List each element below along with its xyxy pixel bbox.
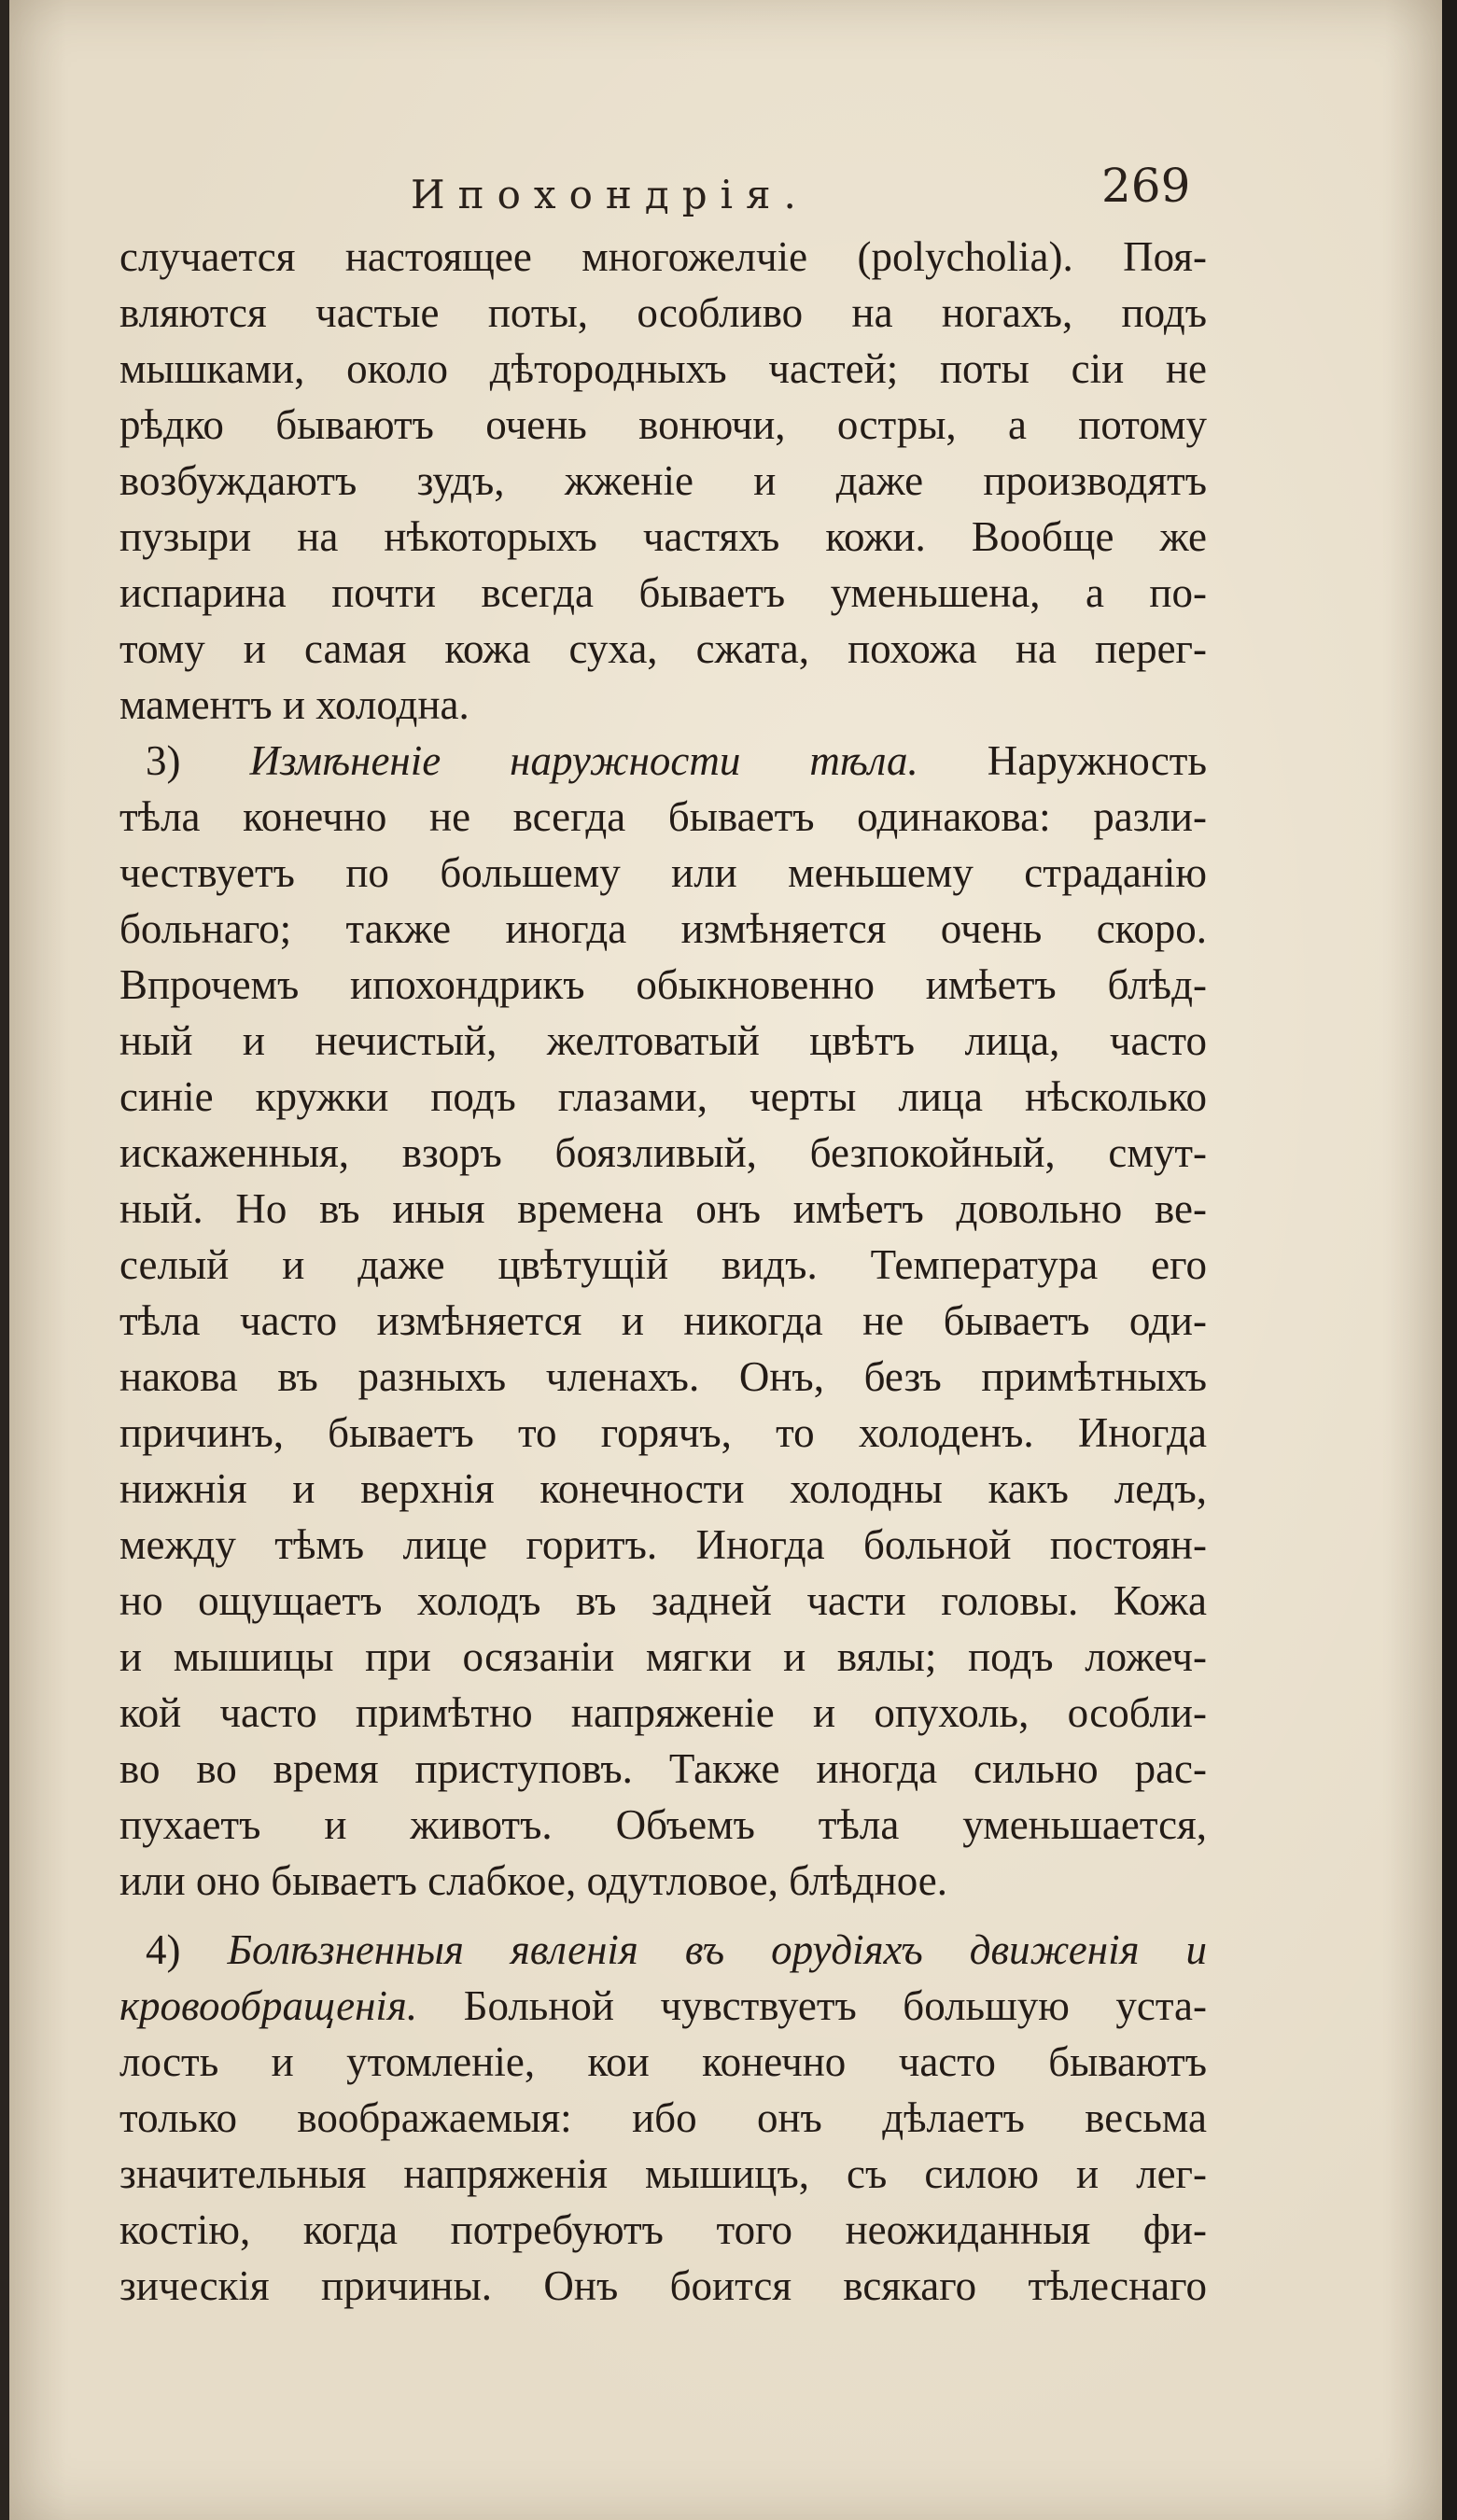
text-line: селый и даже цвѣтущій видъ. Температура его (119, 1241, 1207, 1288)
paragraph-3 (119, 1922, 1207, 2314)
text-line: только воображаемыя: ибо онъ дѣлаетъ весьма (119, 2094, 1207, 2141)
section-heading: Болѣзненныя явленія въ орудіяхъ движенія и (227, 1926, 1207, 1973)
section-heading-line (119, 733, 1207, 789)
text-line: рѣдко бываютъ очень вонючи, остры, а потому (119, 401, 1207, 448)
running-title: Ипохондрія. (411, 172, 809, 217)
text-fragment: Больной чувствуетъ большую уста- (463, 1982, 1207, 2029)
text-line: тѣла конечно не всегда бываетъ одинакова: разли- (119, 793, 1207, 840)
text-line: вляются частые поты, особливо на ногахъ, подъ (119, 289, 1207, 336)
paragraph-2 (119, 733, 1207, 1909)
paragraph-1 (119, 229, 1207, 733)
text-line: между тѣмъ лице горитъ. Иногда больной постоян- (119, 1521, 1207, 1568)
text-line: случается настоящее многожелчіе (polycholia). Поя- (119, 233, 1207, 280)
text-line: Впрочемъ ипохондрикъ обыкновенно имѣетъ блѣд- (119, 961, 1207, 1008)
page-header (9, 159, 1442, 233)
text-line: лость и утомленіе, кои конечно часто бываютъ (119, 2038, 1207, 2085)
book-page (9, 0, 1442, 2520)
text-line: значительныя напряженія мышицъ, съ силою и лег- (119, 2150, 1207, 2197)
text-line: ный и нечистый, желтоватый цвѣтъ лица, часто (119, 1017, 1207, 1064)
text-line: накова въ разныхъ членахъ. Онъ, безъ примѣтныхъ (119, 1353, 1207, 1400)
text-line: зическія причины. Онъ боится всякаго тѣлеснаго (119, 2262, 1207, 2309)
text-line: но ощущаетъ холодъ въ задней части головы. Кожа (119, 1577, 1207, 1624)
paragraph-gap (119, 1909, 1207, 1922)
section-heading-continued: кровообращенія. (119, 1982, 418, 2029)
text-line: пузыри на нѣкоторыхъ частяхъ кожи. Вообще же (119, 513, 1207, 560)
section-heading-line (119, 1922, 1207, 1978)
text-line: искаженныя, взоръ боязливый, безпокойный, смут- (119, 1129, 1207, 1176)
section-number: 3) (146, 737, 181, 784)
text-line: тѣла часто измѣняется и никогда не бываетъ оди- (119, 1297, 1207, 1344)
section-number: 4) (146, 1926, 181, 1973)
section-heading-line (119, 1978, 1207, 2034)
section-heading: Измѣненіе наружности тѣла. (249, 737, 918, 784)
text-fragment: Наружность (987, 737, 1207, 784)
page-body (119, 229, 1207, 2314)
text-line: маментъ и холодна. (119, 681, 469, 728)
text-line: костію, когда потребуютъ того неожиданныя фи- (119, 2206, 1207, 2253)
page-number: 269 (1101, 159, 1191, 213)
text-line: или оно бываетъ слабкое, одутловое, блѣдное. (119, 1857, 947, 1904)
text-line: испарина почти всегда бываетъ уменьшена, а по- (119, 569, 1207, 616)
text-line: причинъ, бываетъ то горячъ, то холоденъ. Иногда (119, 1409, 1207, 1456)
text-line: возбуждаютъ зудъ, жженіе и даже производятъ (119, 457, 1207, 504)
text-line: пухаетъ и животъ. Объемъ тѣла уменьшается, (119, 1801, 1207, 1848)
text-line: чествуетъ по большему или меньшему страданію (119, 849, 1207, 896)
text-line: и мышицы при осязаніи мягки и вялы; подъ ложеч- (119, 1633, 1207, 1680)
text-line: тому и самая кожа суха, сжата, похожа на перег- (119, 625, 1207, 672)
text-line: нижнія и верхнія конечности холодны какъ ледъ, (119, 1465, 1207, 1512)
text-line: больнаго; также иногда измѣняется очень скоро. (119, 905, 1207, 952)
text-line: синіе кружки подъ глазами, черты лица нѣсколько (119, 1073, 1207, 1120)
text-line: кой часто примѣтно напряженіе и опухоль, особли- (119, 1689, 1207, 1736)
text-line: во во время приступовъ. Также иногда сильно рас- (119, 1745, 1207, 1792)
text-line: мышками, около дѣтородныхъ частей; поты сіи не (119, 345, 1207, 392)
text-line: ный. Но въ иныя времена онъ имѣетъ довольно ве- (119, 1185, 1207, 1232)
